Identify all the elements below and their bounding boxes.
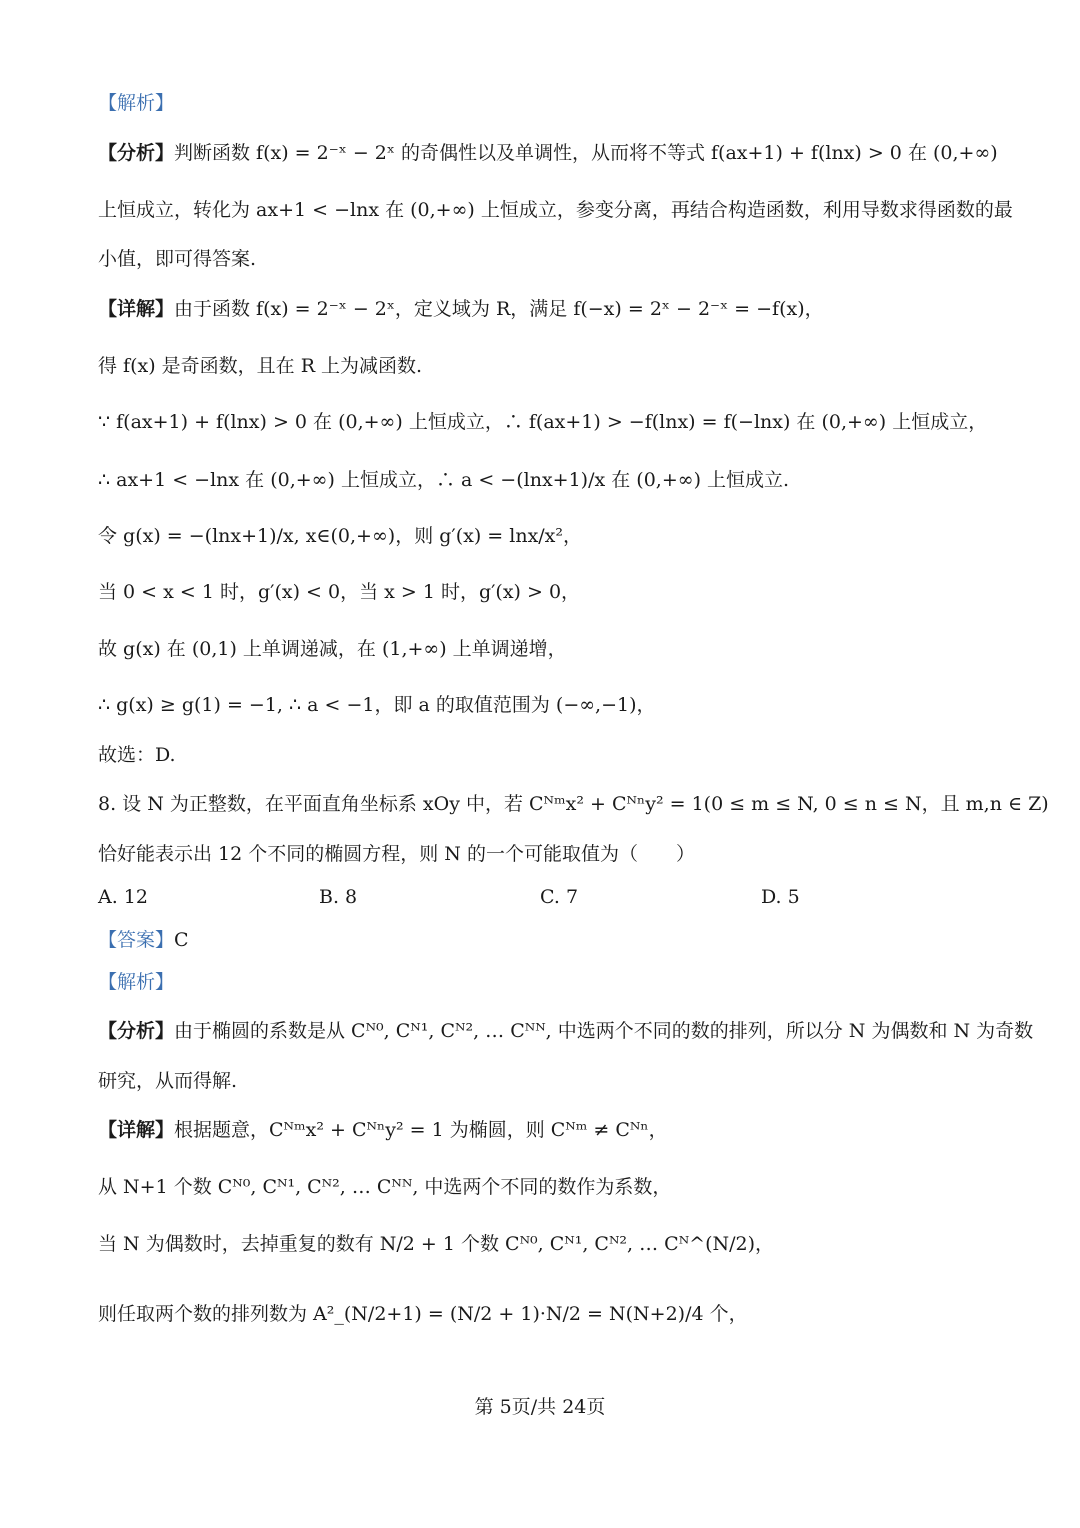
line-3: 上恒成立，转化为 ax+1 < −lnx 在 (0,+∞) 上恒成立，参变分离，再结合构造函数，利用导数求得函数的最 — [98, 199, 1013, 221]
line-20: 研究，从而得解. — [98, 1070, 238, 1092]
option-d: D. 5 — [761, 886, 800, 908]
option-c: C. 7 — [540, 886, 579, 908]
line-analysis: 【分析】判断函数 f(x) = 2⁻ˣ − 2ˣ 的奇偶性以及单调性，从而将不等式 f(ax+1) + f(lnx) > 0 在 (0,+∞) — [98, 142, 998, 164]
line-9: 令 g(x) = −(lnx+1)/x, x∈(0,+∞)，则 g′(x) = lnx/x²， — [98, 525, 583, 547]
line-13: 故选：D. — [98, 744, 176, 766]
line-24: 则任取两个数的排列数为 A²_(N/2+1) = (N/2 + 1)·N/2 = N(N+2)/4 个， — [98, 1303, 748, 1325]
page-footer: 第 5页/共 24页 — [474, 1396, 606, 1418]
option-b: B. 8 — [319, 886, 358, 908]
line-23: 当 N 为偶数时，去掉重复的数有 N/2 + 1 个数 Cᴺ⁰, Cᴺ¹, Cᴺ², … Cᴺ^(N/2)， — [98, 1233, 775, 1255]
line-analysis-2: 【分析】由于椭圆的系数是从 Cᴺ⁰, Cᴺ¹, Cᴺ², … Cᴺᴺ, 中选两个不同的数的排列，所以分 N 为偶数和 N 为奇数 — [98, 1020, 1034, 1042]
line-detail: 【详解】由于函数 f(x) = 2⁻ˣ − 2ˣ，定义域为 R，满足 f(−x) = 2ˣ − 2⁻ˣ = −f(x)， — [98, 298, 824, 320]
line-6: 得 f(x) 是奇函数，且在 R 上为减函数. — [98, 355, 423, 377]
question-8-cont: 恰好能表示出 12 个不同的椭圆方程，则 N 的一个可能取值为（ ） — [98, 843, 695, 865]
line-8: ∴ ax+1 < −lnx 在 (0,+∞) 上恒成立，∴ a < −(lnx+1)/x 在 (0,+∞) 上恒成立. — [98, 469, 790, 491]
line-12: ∴ g(x) ≥ g(1) = −1, ∴ a < −1，即 a 的取值范围为 (−∞,−1)， — [98, 694, 656, 716]
line-answer: 【答案】C — [98, 929, 189, 951]
line-7: ∵ f(ax+1) + f(lnx) > 0 在 (0,+∞) 上恒成立，∴ f(ax+1) > −f(lnx) = f(−lnx) 在 (0,+∞) 上恒成立， — [98, 411, 988, 433]
line-22: 从 N+1 个数 Cᴺ⁰, Cᴺ¹, Cᴺ², … Cᴺᴺ, 中选两个不同的数作为系数， — [98, 1176, 672, 1198]
line-detail-2: 【详解】根据题意，Cᴺᵐx² + Cᴺⁿy² = 1 为椭圆，则 Cᴺᵐ ≠ Cᴺⁿ， — [98, 1119, 668, 1141]
line-jiexi-1: 【解析】 — [98, 92, 175, 114]
question-8: 8. 设 N 为正整数，在平面直角坐标系 xOy 中，若 Cᴺᵐx² + Cᴺⁿy² = 1(0 ≤ m ≤ N, 0 ≤ n ≤ N，且 m,n ∈ Z) — [98, 793, 1049, 815]
line-11: 故 g(x) 在 (0,1) 上单调递减，在 (1,+∞) 上单调递增， — [98, 638, 567, 660]
line-jiexi-2: 【解析】 — [98, 971, 175, 993]
line-10: 当 0 < x < 1 时，g′(x) < 0，当 x > 1 时，g′(x) > 0， — [98, 581, 581, 603]
line-4: 小值，即可得答案. — [98, 248, 257, 270]
option-a: A. 12 — [98, 886, 148, 908]
